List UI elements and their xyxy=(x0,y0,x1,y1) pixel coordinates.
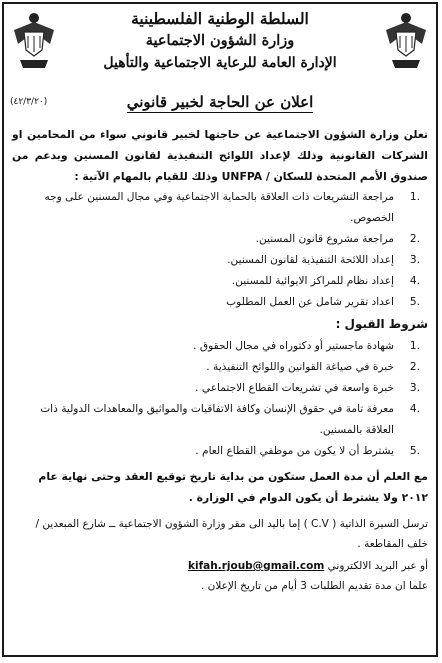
announcement-page xyxy=(2,2,438,657)
item-text: إعداد نظام للمراكز الايوائية للمسنين. xyxy=(231,275,394,287)
item-text: خبرة في صياغة القوانين واللوائح التنفيذية . xyxy=(206,361,394,373)
page-title xyxy=(4,93,436,111)
letterhead xyxy=(64,8,376,74)
item-text: معرفة تامة في حقوق الإنسان وكافة الاتفاقيات والمواثيق والمعاهدات الدولية ذات العلاقة بالمسنين. xyxy=(40,403,394,436)
tasks-list xyxy=(12,187,428,313)
item-text: يشترط أن لا يكون من موظفي القطاع العام . xyxy=(195,445,394,457)
item-text: اعداد تقرير شامل عن العمل المطلوب xyxy=(226,296,394,308)
item-number: 5. xyxy=(409,296,420,308)
title-text: اعلان عن الحاجة لخبير قانوني xyxy=(126,93,314,111)
item-number: 2. xyxy=(409,361,420,373)
email-prefix: أو عبر البريد الالكتروني xyxy=(327,560,428,572)
conditions-heading: شروط القبول : xyxy=(335,317,428,331)
conditions-list xyxy=(12,336,428,462)
ministry-name: وزارة الشؤون الاجتماعية xyxy=(145,32,295,49)
item-text: شهادة ماجستير أو دكتوراه في مجال الحقوق . xyxy=(193,340,394,352)
list-item xyxy=(12,187,428,229)
item-number: 1. xyxy=(409,191,420,203)
list-item xyxy=(12,229,428,250)
item-text: مراجعة مشروع قانون المسنين. xyxy=(255,233,394,245)
email-line xyxy=(12,556,428,576)
item-number: 1. xyxy=(409,340,420,352)
list-item xyxy=(12,271,428,292)
palestinian-eagle-emblem-icon xyxy=(12,10,56,72)
submission-instructions: ترسل السيرة الذاتية ( C.V ) إما باليد الى مقر وزارة الشؤون الاجتماعية ــ شارع المبعدين / خلف المقاطعة . xyxy=(35,518,428,550)
list-item xyxy=(12,441,428,462)
list-item xyxy=(12,399,428,441)
list-item xyxy=(12,357,428,378)
email-link[interactable]: kifah.rjoub@gmail.com xyxy=(188,560,325,572)
list-item xyxy=(12,336,428,357)
item-text: إعداد اللائحة التنفيذية لقانون المسنين. xyxy=(227,254,394,266)
item-number: 4. xyxy=(409,275,420,287)
item-number: 3. xyxy=(409,382,420,394)
item-number: 3. xyxy=(409,254,420,266)
item-number: 5. xyxy=(409,445,420,457)
contract-duration-note: مع العلم أن مدة العمل ستكون من بداية تاريخ توقيع العقد وحتى نهاية عام ٢٠١٢ ولا يشترط أن يكون الدوام في الوزارة . xyxy=(38,470,428,504)
item-text: خبرة واسعة في تشريعات القطاع الاجتماعي . xyxy=(195,382,394,394)
department-name: الإدارة العامة للرعاية الاجتماعية والتأهيل xyxy=(103,55,337,71)
item-number: 2. xyxy=(409,233,420,245)
palestinian-eagle-emblem-icon xyxy=(384,10,428,72)
deadline-note: علما ان مدة تقديم الطلبات 3 أيام من تاريخ الإعلان . xyxy=(201,580,428,592)
intro-paragraph: تعلن وزارة الشؤون الاجتماعية عن حاجتها لخبير قانوني سواء من المحامين او الشركات القانونية وذلك لإعداد اللوائح التنفيذية لقانون المسنين وبدعم من صندوق الأمم المتحدة للسكان / UNFPA وذلك للقيام بالمهام الآتية : xyxy=(12,128,428,183)
announcement-body xyxy=(12,124,428,596)
item-number: 4. xyxy=(409,403,420,415)
list-item xyxy=(12,250,428,271)
list-item xyxy=(12,292,428,313)
reference-number: (٤٢/٣/٢٠) xyxy=(10,97,48,107)
authority-name: السلطة الوطنية الفلسطينية xyxy=(131,9,309,28)
item-text: مراجعة التشريعات ذات العلاقة بالحماية الاجتماعية وفي مجال المسنين على وجه الخصوص. xyxy=(44,191,394,224)
list-item xyxy=(12,378,428,399)
